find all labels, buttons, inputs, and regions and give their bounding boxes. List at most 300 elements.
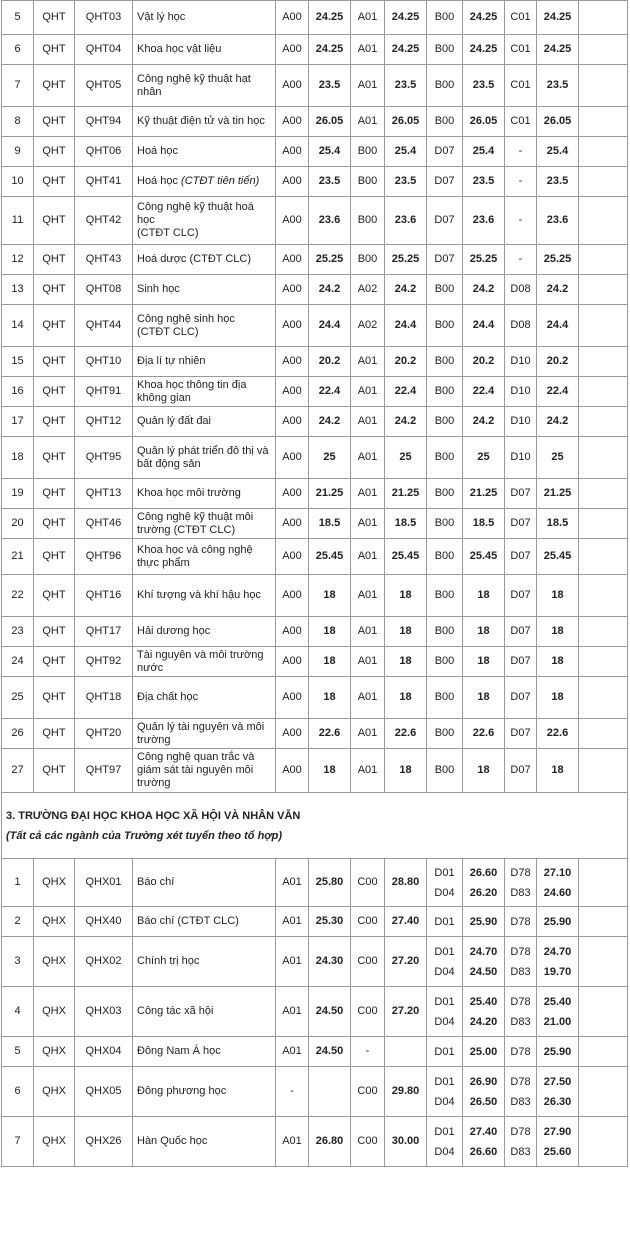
combo-4 xyxy=(505,1037,537,1067)
table-row xyxy=(2,407,628,437)
row-number: 22 xyxy=(2,575,34,617)
score-4 xyxy=(537,937,579,987)
combo-4: D10 xyxy=(505,377,537,407)
combo-1: A00 xyxy=(276,305,309,347)
school-code: QHT xyxy=(34,65,75,107)
combo-4 xyxy=(505,1117,537,1167)
score-1: 25.4 xyxy=(309,137,351,167)
score-3: 18 xyxy=(463,749,505,793)
program-name-text: Công nghệ quan trắc và giám sát tài nguyên môi trường xyxy=(137,751,255,789)
row-number: 16 xyxy=(2,377,34,407)
combo-3: B00 xyxy=(427,305,463,347)
row-number: 5 xyxy=(2,1,34,35)
combo-2: B00 xyxy=(351,245,385,275)
combo-3: B00 xyxy=(427,347,463,377)
score-4-b: 24.60 xyxy=(543,886,572,899)
table-row xyxy=(2,987,628,1037)
combo-4: D07 xyxy=(505,719,537,749)
row-number: 20 xyxy=(2,509,34,539)
combo-1: A00 xyxy=(276,377,309,407)
score-2: 28.80 xyxy=(385,859,427,907)
table-row xyxy=(2,907,628,937)
combo-1: A00 xyxy=(276,677,309,719)
score-3-b: 26.50 xyxy=(469,1095,498,1108)
row-number: 12 xyxy=(2,245,34,275)
combo-3-b: D04 xyxy=(434,965,455,978)
combo-4-b: D83 xyxy=(510,886,531,899)
row-number: 13 xyxy=(2,275,34,305)
program-code: QHX01 xyxy=(75,859,133,907)
score-2: 18 xyxy=(385,677,427,719)
row-number: 18 xyxy=(2,437,34,479)
score-3: 24.25 xyxy=(463,35,505,65)
score-4-a: 27.50 xyxy=(543,1075,572,1088)
score-3: 23.6 xyxy=(463,197,505,245)
row-number: 26 xyxy=(2,719,34,749)
empty-cell xyxy=(579,137,628,167)
program-name xyxy=(133,719,276,749)
school-code: QHX xyxy=(34,937,75,987)
school-code: QHT xyxy=(34,137,75,167)
school-code: QHT xyxy=(34,275,75,305)
combo-1: A00 xyxy=(276,647,309,677)
score-4: 18.5 xyxy=(537,509,579,539)
combo-2: A01 xyxy=(351,677,385,719)
combo-4: D07 xyxy=(505,749,537,793)
combo-2: B00 xyxy=(351,137,385,167)
program-name-text: Hải dương học xyxy=(137,625,211,637)
combo-3: B00 xyxy=(427,437,463,479)
school-code: QHT xyxy=(34,245,75,275)
score-2: 25 xyxy=(385,437,427,479)
empty-cell xyxy=(579,167,628,197)
score-3: 21.25 xyxy=(463,479,505,509)
combo-2: C00 xyxy=(351,937,385,987)
program-name-text: Khoa học môi trường xyxy=(137,487,241,499)
score-3-a: 24.70 xyxy=(469,945,498,958)
score-3 xyxy=(463,937,505,987)
score-3: 22.6 xyxy=(463,719,505,749)
score-3: 25 xyxy=(463,437,505,479)
empty-cell xyxy=(579,539,628,575)
program-name xyxy=(133,347,276,377)
school-code: QHX xyxy=(34,987,75,1037)
program-name-text: Sinh học xyxy=(137,283,180,295)
score-1: 24.25 xyxy=(309,35,351,65)
score-2: 25.45 xyxy=(385,539,427,575)
empty-cell xyxy=(579,987,628,1037)
combo-1: A00 xyxy=(276,437,309,479)
program-code: QHX40 xyxy=(75,907,133,937)
program-code: QHT05 xyxy=(75,65,133,107)
row-number: 19 xyxy=(2,479,34,509)
table-row xyxy=(2,347,628,377)
program-name xyxy=(133,65,276,107)
combo-4: - xyxy=(505,197,537,245)
combo-4: C01 xyxy=(505,107,537,137)
program-name xyxy=(133,677,276,719)
combo-4 xyxy=(505,859,537,907)
score-2: 27.20 xyxy=(385,987,427,1037)
combo-2: A01 xyxy=(351,509,385,539)
combo-1: A00 xyxy=(276,347,309,377)
program-name-line2: thực phẩm xyxy=(137,556,190,569)
combo-3-b: D04 xyxy=(434,1145,455,1158)
combo-1: A00 xyxy=(276,197,309,245)
program-name-line2: không gian xyxy=(137,391,191,404)
table-row xyxy=(2,137,628,167)
school-code: QHT xyxy=(34,35,75,65)
combo-3: B00 xyxy=(427,65,463,107)
combo-1: A01 xyxy=(276,859,309,907)
combo-2: A01 xyxy=(351,617,385,647)
school-code: QHT xyxy=(34,719,75,749)
combo-3 xyxy=(427,937,463,987)
combo-1: A00 xyxy=(276,539,309,575)
score-3-b: 24.50 xyxy=(469,965,498,978)
score-3: 26.05 xyxy=(463,107,505,137)
row-number: 5 xyxy=(2,1037,34,1067)
score-4: 18 xyxy=(537,617,579,647)
score-4: 25.25 xyxy=(537,245,579,275)
score-2: 29.80 xyxy=(385,1067,427,1117)
empty-cell xyxy=(579,859,628,907)
score-2: 18 xyxy=(385,749,427,793)
school-code: QHT xyxy=(34,749,75,793)
score-2: 27.20 xyxy=(385,937,427,987)
table-row xyxy=(2,677,628,719)
empty-cell xyxy=(579,65,628,107)
empty-cell xyxy=(579,377,628,407)
combo-4-b: D83 xyxy=(510,1015,531,1028)
score-2: 24.25 xyxy=(385,1,427,35)
combo-2: A01 xyxy=(351,1,385,35)
score-4: 25 xyxy=(537,437,579,479)
combo-3-a: D01 xyxy=(434,945,455,958)
program-code: QHT44 xyxy=(75,305,133,347)
program-code: QHT42 xyxy=(75,197,133,245)
score-1: 23.6 xyxy=(309,197,351,245)
combo-3: B00 xyxy=(427,647,463,677)
score-2: 18 xyxy=(385,617,427,647)
score-3: 25.4 xyxy=(463,137,505,167)
combo-1: A00 xyxy=(276,137,309,167)
score-3: 24.2 xyxy=(463,275,505,305)
combo-3: B00 xyxy=(427,35,463,65)
school-code: QHT xyxy=(34,509,75,539)
program-name: Hàn Quốc học xyxy=(133,1117,276,1167)
combo-2: B00 xyxy=(351,167,385,197)
program-code: QHX04 xyxy=(75,1037,133,1067)
table-row xyxy=(2,1067,628,1117)
score-3-a: 25.90 xyxy=(469,915,498,928)
score-3-b: 26.60 xyxy=(469,1145,498,1158)
score-4-a: 24.70 xyxy=(543,945,572,958)
score-2: 25.4 xyxy=(385,137,427,167)
combo-2: A01 xyxy=(351,479,385,509)
program-name-text: Công nghệ sinh học xyxy=(137,312,235,325)
combo-1: A00 xyxy=(276,719,309,749)
program-code: QHT95 xyxy=(75,437,133,479)
combo-3 xyxy=(427,859,463,907)
combo-2: A01 xyxy=(351,749,385,793)
score-3: 18 xyxy=(463,647,505,677)
score-3-b: 26.20 xyxy=(469,886,498,899)
combo-4-a: D78 xyxy=(510,1125,531,1138)
empty-cell xyxy=(579,509,628,539)
score-3: 18.5 xyxy=(463,509,505,539)
score-4: 22.4 xyxy=(537,377,579,407)
table-row xyxy=(2,647,628,677)
school-code: QHT xyxy=(34,107,75,137)
combo-3-b: D04 xyxy=(434,886,455,899)
score-1: 25.25 xyxy=(309,245,351,275)
score-4 xyxy=(537,1037,579,1067)
program-code: QHT03 xyxy=(75,1,133,35)
program-code: QHX05 xyxy=(75,1067,133,1117)
school-code: QHX xyxy=(34,1037,75,1067)
table-row xyxy=(2,859,628,907)
table-row xyxy=(2,377,628,407)
empty-cell xyxy=(579,937,628,987)
score-1: 25.45 xyxy=(309,539,351,575)
combo-3: D07 xyxy=(427,197,463,245)
row-number: 23 xyxy=(2,617,34,647)
score-4: 23.6 xyxy=(537,197,579,245)
combo-2: A01 xyxy=(351,377,385,407)
combo-3: D07 xyxy=(427,245,463,275)
score-3: 25.25 xyxy=(463,245,505,275)
score-4: 20.2 xyxy=(537,347,579,377)
table-row xyxy=(2,749,628,793)
combo-1: A00 xyxy=(276,1,309,35)
combo-2: B00 xyxy=(351,197,385,245)
program-code: QHT08 xyxy=(75,275,133,305)
score-4: 25.45 xyxy=(537,539,579,575)
empty-cell xyxy=(579,1067,628,1117)
empty-cell xyxy=(579,35,628,65)
score-2: 24.4 xyxy=(385,305,427,347)
score-4: 18 xyxy=(537,749,579,793)
combo-4: D08 xyxy=(505,305,537,347)
empty-cell xyxy=(579,677,628,719)
program-name xyxy=(133,509,276,539)
empty-cell xyxy=(579,617,628,647)
program-code: QHT94 xyxy=(75,107,133,137)
school-code: QHT xyxy=(34,407,75,437)
table-row xyxy=(2,1,628,35)
row-number: 10 xyxy=(2,167,34,197)
score-4-b: 25.60 xyxy=(543,1145,572,1158)
combo-3-a: D01 xyxy=(434,1045,455,1058)
program-name-text: Công nghệ kỹ thuật hạt nhân xyxy=(137,72,251,98)
combo-3-a: D01 xyxy=(434,866,455,879)
score-1: 18 xyxy=(309,617,351,647)
score-4: 18 xyxy=(537,647,579,677)
combo-1: A00 xyxy=(276,107,309,137)
combo-4: - xyxy=(505,137,537,167)
program-name xyxy=(133,197,276,245)
table-row xyxy=(2,575,628,617)
score-4: 24.2 xyxy=(537,275,579,305)
combo-4: D07 xyxy=(505,509,537,539)
score-3 xyxy=(463,1067,505,1117)
score-2: 23.5 xyxy=(385,167,427,197)
row-number: 14 xyxy=(2,305,34,347)
program-name-text: Công nghệ kỹ thuật hoá học xyxy=(137,201,254,226)
program-name-text: Quản lý phát triển đô thị và bất động sản xyxy=(137,444,269,470)
combo-3: B00 xyxy=(427,107,463,137)
program-code: QHT06 xyxy=(75,137,133,167)
score-3 xyxy=(463,987,505,1037)
combo-1: A01 xyxy=(276,987,309,1037)
empty-cell xyxy=(579,437,628,479)
empty-cell xyxy=(579,305,628,347)
empty-cell xyxy=(579,1037,628,1067)
score-2: 24.25 xyxy=(385,35,427,65)
score-1: 23.5 xyxy=(309,167,351,197)
program-code: QHT13 xyxy=(75,479,133,509)
score-2: 23.5 xyxy=(385,65,427,107)
program-name-text: Hoá dược (CTĐT CLC) xyxy=(137,253,252,265)
score-4 xyxy=(537,859,579,907)
combo-3: B00 xyxy=(427,575,463,617)
combo-4: D10 xyxy=(505,347,537,377)
row-number: 4 xyxy=(2,987,34,1037)
combo-4: D07 xyxy=(505,647,537,677)
program-name-text: Quản lý đất đai xyxy=(137,415,211,427)
score-4 xyxy=(537,907,579,937)
table-row xyxy=(2,107,628,137)
empty-cell xyxy=(579,647,628,677)
score-3 xyxy=(463,907,505,937)
program-code: QHX26 xyxy=(75,1117,133,1167)
program-name: Chính trị học xyxy=(133,937,276,987)
program-code: QHT41 xyxy=(75,167,133,197)
table-row xyxy=(2,479,628,509)
score-3: 25.45 xyxy=(463,539,505,575)
program-code: QHT96 xyxy=(75,539,133,575)
score-1: 25.30 xyxy=(309,907,351,937)
combo-1: A00 xyxy=(276,749,309,793)
score-3: 18 xyxy=(463,575,505,617)
score-4-a: 27.90 xyxy=(543,1125,572,1138)
combo-2: C00 xyxy=(351,859,385,907)
combo-2: C00 xyxy=(351,1067,385,1117)
score-3: 24.2 xyxy=(463,407,505,437)
program-code: QHT17 xyxy=(75,617,133,647)
combo-4: - xyxy=(505,245,537,275)
combo-3: B00 xyxy=(427,509,463,539)
combo-1: A00 xyxy=(276,245,309,275)
program-name-text: Kỹ thuật điện tử và tin học xyxy=(137,115,265,127)
program-name xyxy=(133,1,276,35)
section-3-cell xyxy=(2,793,628,859)
score-3-a: 26.60 xyxy=(469,866,498,879)
combo-4: C01 xyxy=(505,1,537,35)
score-4: 24.25 xyxy=(537,1,579,35)
row-number: 15 xyxy=(2,347,34,377)
table-row xyxy=(2,65,628,107)
score-1: 22.6 xyxy=(309,719,351,749)
combo-3 xyxy=(427,907,463,937)
program-name-text: Hoá học xyxy=(137,145,178,157)
score-3-a: 26.90 xyxy=(469,1075,498,1088)
admission-scores-table xyxy=(1,0,628,1167)
score-2 xyxy=(385,1037,427,1067)
school-code: QHT xyxy=(34,347,75,377)
school-code: QHX xyxy=(34,1117,75,1167)
program-code: QHX02 xyxy=(75,937,133,987)
score-4-b: 19.70 xyxy=(543,965,572,978)
score-2: 24.2 xyxy=(385,275,427,305)
program-code: QHT16 xyxy=(75,575,133,617)
combo-4: D10 xyxy=(505,407,537,437)
combo-2: A01 xyxy=(351,539,385,575)
table-row xyxy=(2,539,628,575)
score-1: 24.50 xyxy=(309,1037,351,1067)
combo-4-a: D78 xyxy=(510,915,531,928)
row-number: 6 xyxy=(2,35,34,65)
program-name-text: Công nghệ kỹ thuật môi trường (CTĐT CLC) xyxy=(137,510,254,536)
program-name xyxy=(133,749,276,793)
combo-2: A01 xyxy=(351,437,385,479)
score-1: 18 xyxy=(309,749,351,793)
score-3-a: 27.40 xyxy=(469,1125,498,1138)
combo-2: A01 xyxy=(351,647,385,677)
combo-3 xyxy=(427,1067,463,1117)
combo-3: B00 xyxy=(427,719,463,749)
table-row xyxy=(2,1037,628,1067)
combo-3-b: D04 xyxy=(434,1095,455,1108)
score-1: 24.25 xyxy=(309,1,351,35)
combo-3-a: D01 xyxy=(434,1125,455,1138)
score-1: 21.25 xyxy=(309,479,351,509)
table-row xyxy=(2,937,628,987)
combo-1: A00 xyxy=(276,575,309,617)
program-code: QHT92 xyxy=(75,647,133,677)
combo-4 xyxy=(505,987,537,1037)
program-code: QHT97 xyxy=(75,749,133,793)
score-4 xyxy=(537,1067,579,1117)
combo-4-a: D78 xyxy=(510,995,531,1008)
program-name-text: Địa chất học xyxy=(137,691,199,703)
score-4: 18 xyxy=(537,677,579,719)
score-2: 27.40 xyxy=(385,907,427,937)
combo-2: A01 xyxy=(351,347,385,377)
score-3: 18 xyxy=(463,677,505,719)
score-4: 24.2 xyxy=(537,407,579,437)
score-3: 24.25 xyxy=(463,1,505,35)
empty-cell xyxy=(579,275,628,305)
combo-3: B00 xyxy=(427,539,463,575)
combo-1: A00 xyxy=(276,617,309,647)
score-4: 23.5 xyxy=(537,65,579,107)
combo-4 xyxy=(505,907,537,937)
table-row xyxy=(2,35,628,65)
score-3-a: 25.00 xyxy=(469,1045,498,1058)
score-2: 24.2 xyxy=(385,407,427,437)
combo-1: A00 xyxy=(276,479,309,509)
combo-1: A01 xyxy=(276,1037,309,1067)
combo-4: D07 xyxy=(505,575,537,617)
row-number: 6 xyxy=(2,1067,34,1117)
score-2: 22.4 xyxy=(385,377,427,407)
combo-4: D07 xyxy=(505,617,537,647)
table-row xyxy=(2,167,628,197)
combo-4: D07 xyxy=(505,677,537,719)
program-code: QHT10 xyxy=(75,347,133,377)
